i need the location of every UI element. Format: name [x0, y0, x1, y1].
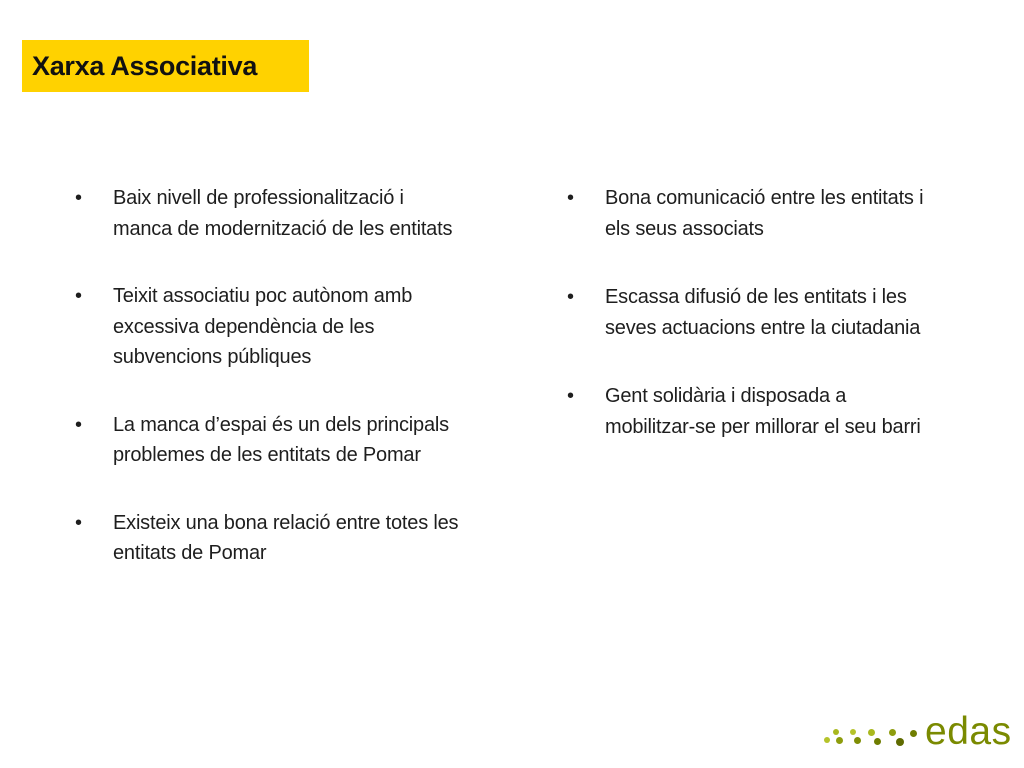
list-item	[75, 183, 460, 244]
bullet-text: Existeix una bona relació entre totes les entitats de Pomar	[113, 511, 459, 564]
right-bullet-list	[567, 183, 927, 480]
list-item	[75, 281, 460, 373]
bullet-icon: •	[75, 187, 82, 209]
title-banner	[22, 40, 309, 92]
bullet-icon: •	[75, 511, 82, 534]
bullet-icon: •	[75, 413, 82, 436]
edas-logo	[822, 712, 1012, 752]
logo-text: edas	[925, 710, 1012, 753]
slide-title: Xarxa Associativa	[32, 50, 258, 81]
logo-dot-icon	[833, 729, 839, 735]
bullet-icon: •	[567, 286, 574, 308]
bullet-text: Teixit associatiu poc autònom amb excessiva dependència de les subvencions públiques	[113, 285, 413, 368]
list-item	[567, 282, 927, 343]
logo-dot-icon	[874, 738, 881, 745]
bullet-text: Baix nivell de professionalització i manca de modernització de les entitats	[113, 187, 453, 240]
list-item	[567, 183, 927, 244]
logo-dot-icon	[868, 729, 875, 736]
logo-dot-icon	[824, 737, 830, 743]
bullet-icon: •	[567, 187, 574, 209]
logo-dot-icon	[850, 729, 856, 735]
logo-dot-icon	[836, 737, 843, 744]
logo-dot-icon	[896, 738, 904, 746]
logo-dot-icon	[854, 737, 861, 744]
bullet-icon: •	[75, 285, 82, 307]
list-item	[75, 508, 460, 569]
list-item	[75, 410, 460, 471]
logo-dot-icon	[910, 730, 917, 737]
bullet-text: Escassa difusió de les entitats i les seves actuacions entre la ciutadania	[605, 286, 921, 339]
logo-dot-icon	[889, 729, 896, 736]
bullet-icon: •	[567, 385, 574, 407]
bullet-text: Gent solidària i disposada a mobilitzar-se per millorar el seu barri	[605, 385, 921, 438]
list-item	[567, 381, 927, 442]
bullet-text: Bona comunicació entre les entitats i els seus associats	[605, 187, 924, 240]
left-bullet-list	[75, 183, 460, 606]
bullet-text: La manca d’espai és un dels principals problemes de les entitats de Pomar	[113, 413, 449, 466]
